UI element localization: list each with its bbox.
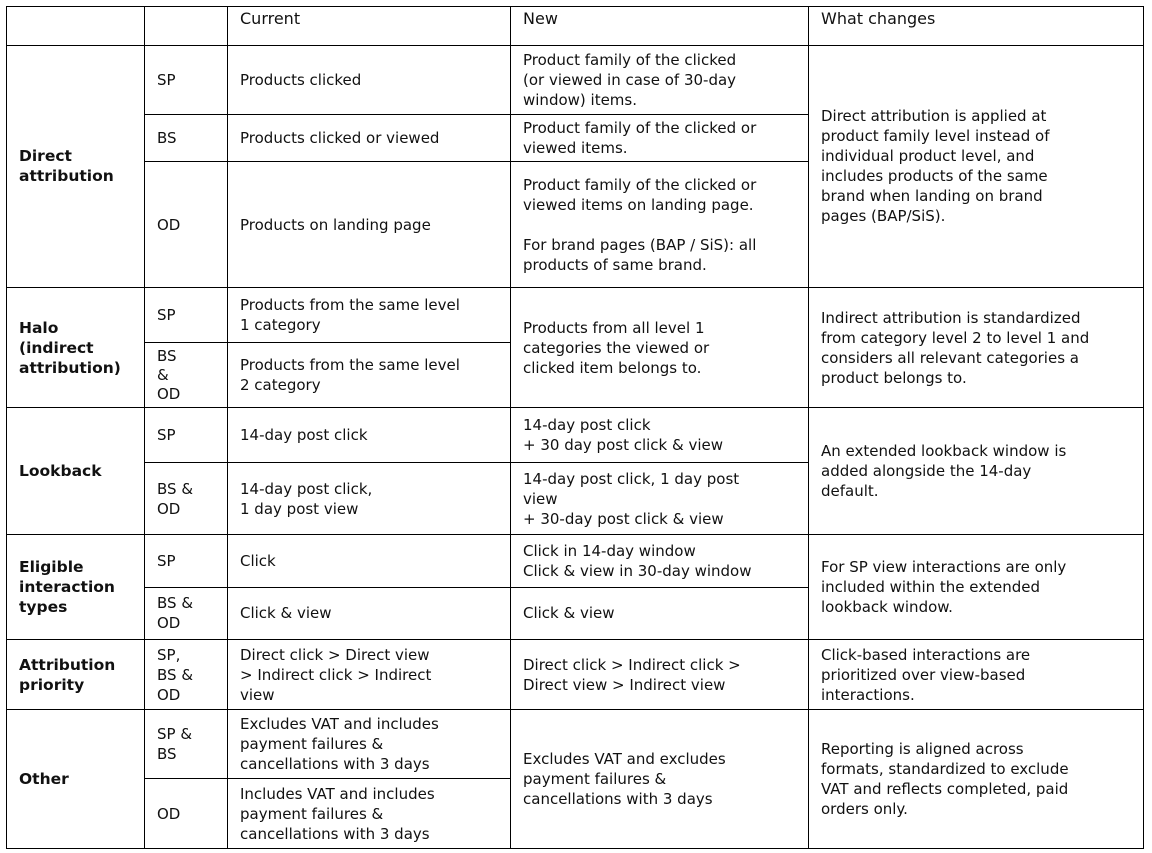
current-cell: Products from the same level 1 category	[228, 287, 511, 342]
table-row	[7, 535, 1144, 588]
row-label-direct-attribution: Direct attribution	[7, 46, 145, 288]
changes-cell-lookback: An extended lookback window is added alongside the 14-day default.	[809, 408, 1144, 535]
current-cell: Products clicked or viewed	[228, 114, 511, 162]
table-row	[7, 710, 1144, 779]
row-label-halo: Halo (indirect attribution)	[7, 287, 145, 407]
current-cell: Products on landing page	[228, 162, 511, 288]
format-cell: BS & OD	[145, 463, 228, 535]
format-cell: OD	[145, 779, 228, 849]
current-cell: Products from the same level 2 category	[228, 342, 511, 408]
changes-cell-other: Reporting is aligned across formats, standardized to exclude VAT and reflects completed, paid orders only.	[809, 710, 1144, 849]
format-cell: SP	[145, 287, 228, 342]
changes-cell-direct: Direct attribution is applied at product family level instead of individual product level, and includes products of the same brand when landing on brand pages (BAP/SiS).	[809, 46, 1144, 288]
row-label-other: Other	[7, 710, 145, 849]
new-cell-other: Excludes VAT and excludes payment failures & cancellations with 3 days	[511, 710, 809, 849]
current-cell: 14-day post click, 1 day post view	[228, 463, 511, 535]
current-cell: Click & view	[228, 587, 511, 640]
header-blank-1	[7, 7, 145, 46]
new-cell: Click in 14-day window Click & view in 30-day window	[511, 535, 809, 588]
format-cell: SP	[145, 408, 228, 463]
row-label-attribution-priority: Attribution priority	[7, 640, 145, 710]
format-cell: SP & BS	[145, 710, 228, 779]
current-cell: 14-day post click	[228, 408, 511, 463]
format-cell: SP	[145, 46, 228, 115]
table-row	[7, 640, 1144, 710]
new-cell: Product family of the clicked or viewed items.	[511, 114, 809, 162]
new-cell: Direct click > Indirect click > Direct view > Indirect view	[511, 640, 809, 710]
format-cell: BS & OD	[145, 587, 228, 640]
header-row	[7, 7, 1144, 46]
format-cell: SP, BS & OD	[145, 640, 228, 710]
new-cell: Product family of the clicked (or viewed in case of 30-day window) items.	[511, 46, 809, 115]
new-cell-halo: Products from all level 1 categories the viewed or clicked item belongs to.	[511, 287, 809, 407]
table-row	[7, 287, 1144, 342]
row-label-eligible-interaction-types: Eligible interaction types	[7, 535, 145, 640]
format-cell: BS	[145, 114, 228, 162]
format-cell: OD	[145, 162, 228, 288]
current-cell: Includes VAT and includes payment failures & cancellations with 3 days	[228, 779, 511, 849]
current-cell: Excludes VAT and includes payment failures & cancellations with 3 days	[228, 710, 511, 779]
table-row	[7, 46, 1144, 115]
header-what-changes: What changes	[809, 7, 1144, 46]
header-blank-2	[145, 7, 228, 46]
format-cell: SP	[145, 535, 228, 588]
current-cell: Click	[228, 535, 511, 588]
format-cell: BS & OD	[145, 342, 228, 408]
new-cell: 14-day post click + 30 day post click & view	[511, 408, 809, 463]
new-cell: 14-day post click, 1 day post view + 30-day post click & view	[511, 463, 809, 535]
current-cell: Direct click > Direct view > Indirect click > Indirect view	[228, 640, 511, 710]
row-label-lookback: Lookback	[7, 408, 145, 535]
changes-cell-priority: Click-based interactions are prioritized over view-based interactions.	[809, 640, 1144, 710]
new-cell: Product family of the clicked or viewed items on landing page. For brand pages (BAP / SiS): all products of same brand.	[511, 162, 809, 288]
new-cell: Click & view	[511, 587, 809, 640]
header-current: Current	[228, 7, 511, 46]
table-row	[7, 408, 1144, 463]
attribution-comparison-table	[6, 6, 1144, 849]
current-cell: Products clicked	[228, 46, 511, 115]
changes-cell-halo: Indirect attribution is standardized from category level 2 to level 1 and considers all relevant categories a product belongs to.	[809, 287, 1144, 407]
changes-cell-eligible: For SP view interactions are only included within the extended lookback window.	[809, 535, 1144, 640]
header-new: New	[511, 7, 809, 46]
